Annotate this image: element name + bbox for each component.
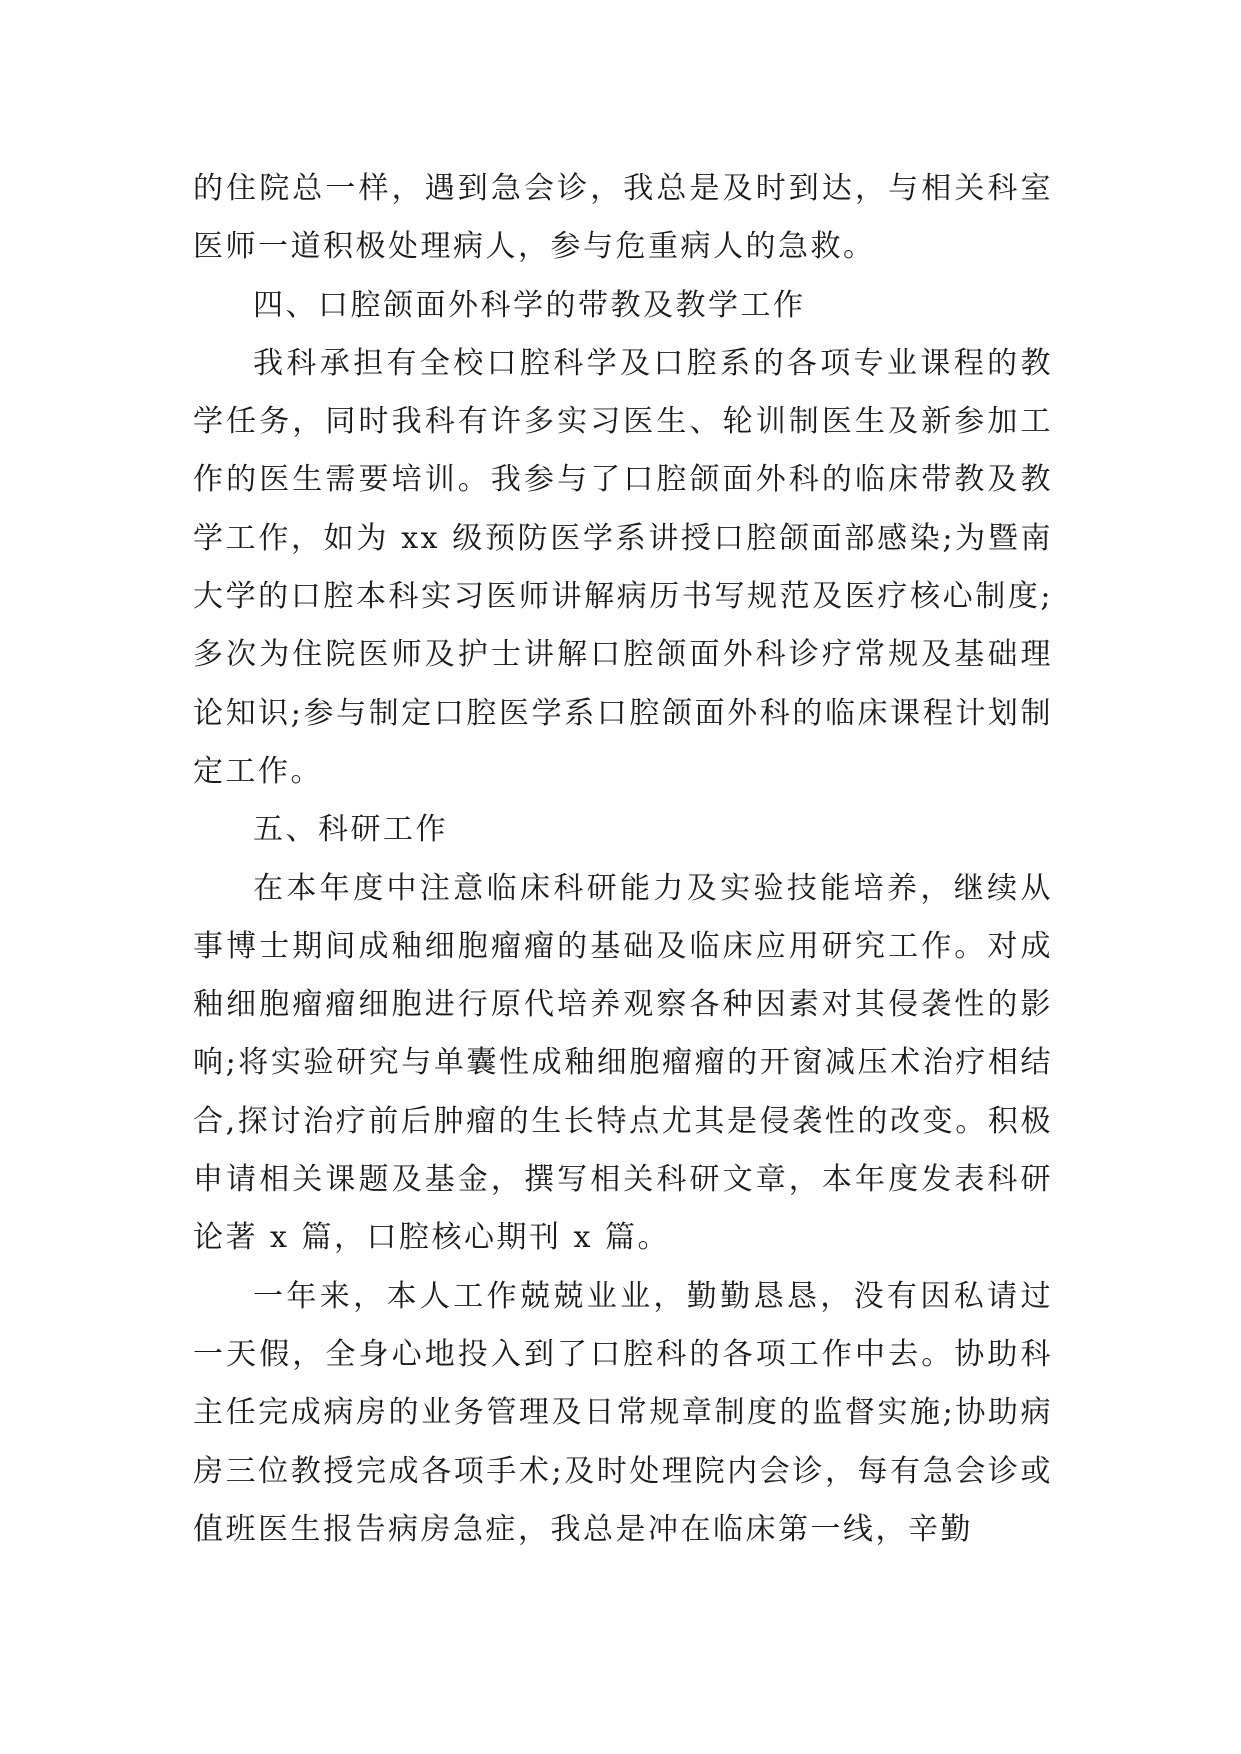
paragraph-research: 在本年度中注意临床科研能力及实验技能培养，继续从事博士期间成釉细胞瘤瘤的基础及临床应用研究工作。对成釉细胞瘤瘤细胞进行原代培养观察各种因素对其侵袭性的影响;将实验研究与单囊性成釉细胞瘤瘤的开窗减压术治疗相结合,探讨治疗前后肿瘤的生长特点尤其是侵袭性的改变。积极申请相关课题及基金，撰写相关科研文章，本年度发表科研论著 x 篇，口腔核心期刊 x 篇。	[193, 870, 1053, 1256]
document-body	[193, 160, 1053, 1559]
section-heading-research: 五、科研工作	[253, 812, 448, 848]
paragraph-continuation: 的住院总一样，遇到急会诊，我总是及时到达，与相关科室医师一道积极处理病人，参与危重病人的急救。	[193, 171, 1053, 265]
paragraph-summary: 一年来，本人工作兢兢业业，勤勤恳恳，没有因私请过一天假，全身心地投入到了口腔科的各项工作中去。协助科主任完成病房的业务管理及日常规章制度的监督实施;协助病房三位教授完成各项手术;及时处理院内会诊，每有急会诊或值班医生报告病房急症，我总是冲在临床第一线，辛勤	[193, 1278, 1053, 1547]
section-heading-teaching: 四、口腔颌面外科学的带教及教学工作	[253, 287, 806, 323]
paragraph-teaching: 我科承担有全校口腔科学及口腔系的各项专业课程的教学任务，同时我科有许多实习医生、轮训制医生及新参加工作的医生需要培训。我参与了口腔颌面外科的临床带教及教学工作，如为 xx 级预防医学系讲授口腔颌面部感染;为暨南大学的口腔本科实习医师讲解病历书写规范及医疗核心制度;多次为住院医师及护士讲解口腔颌面外科诊疗常规及基础理论知识;参与制定口腔医学系口腔颌面外科的临床课程计划制定工作。	[193, 345, 1053, 789]
